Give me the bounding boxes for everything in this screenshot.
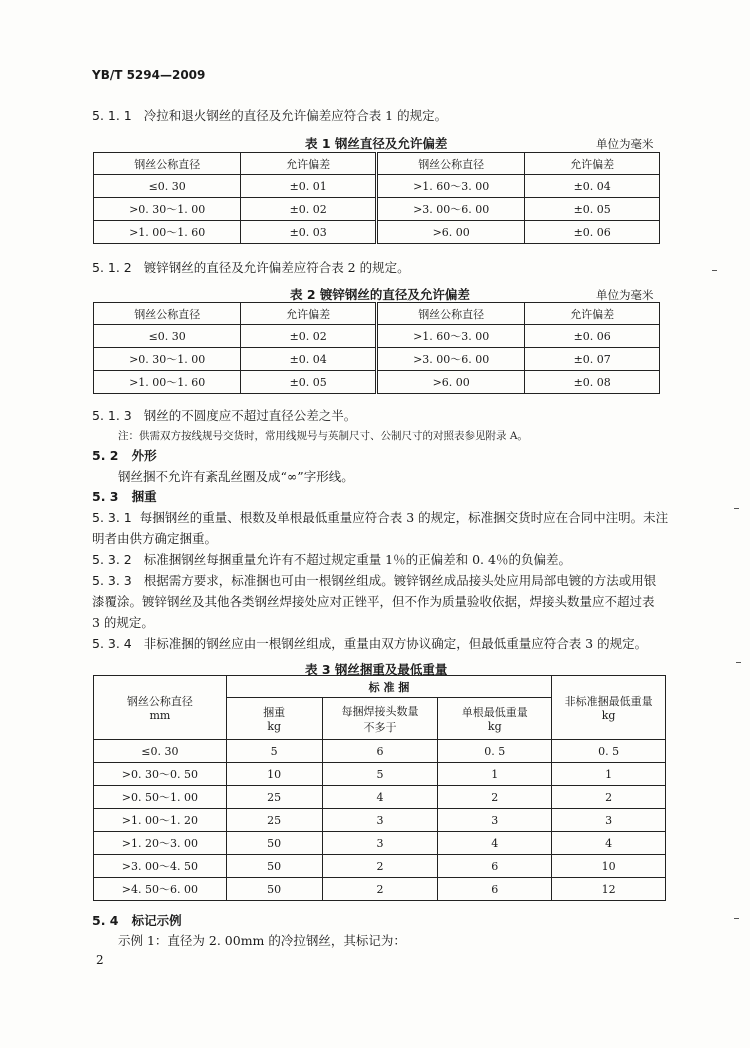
section-5-2 bbox=[92, 446, 157, 464]
table-cell: 4 bbox=[322, 786, 438, 809]
section-text: 钢丝的不圆度应不超过直径公差之半。 bbox=[143, 408, 357, 423]
section-number: 5. 1. 2 bbox=[92, 260, 132, 275]
table-2 bbox=[93, 302, 660, 394]
table-cell: >1. 60～3. 00 bbox=[376, 325, 524, 348]
column-header: 允许偏差 bbox=[241, 153, 377, 175]
section-title: 捆重 bbox=[131, 489, 157, 504]
section-text: 每捆钢丝的重量、根数及单根最低重量应符合表 3 的规定，标准捆交货时应在合同中注明。未注 bbox=[139, 510, 669, 525]
header-text: 捆重 bbox=[263, 706, 286, 719]
table-cell: >1. 00～1. 60 bbox=[94, 221, 241, 244]
table-cell: >1. 20～3. 00 bbox=[94, 832, 227, 855]
table-cell: >3. 00～6. 00 bbox=[376, 198, 524, 221]
table-row bbox=[94, 832, 666, 855]
table-cell: ±0. 07 bbox=[525, 348, 660, 371]
section-5-1-1 bbox=[92, 106, 447, 124]
header-text: 单根最低重量 bbox=[461, 706, 528, 719]
table-row bbox=[94, 325, 660, 348]
table-cell: 50 bbox=[226, 855, 322, 878]
section-5-1-3 bbox=[92, 406, 356, 424]
table-header-row bbox=[94, 303, 660, 325]
table-cell: 1 bbox=[438, 763, 552, 786]
table-row bbox=[94, 809, 666, 832]
section-title: 外形 bbox=[131, 448, 157, 463]
table-cell: >4. 50～6. 00 bbox=[94, 878, 227, 901]
standard-header: YB/T 5294—2009 bbox=[92, 68, 206, 82]
example-1: 示例 1：直径为 2. 00mm 的冷拉钢丝，其标记为： bbox=[118, 933, 406, 948]
table-1-unit: 单位为毫米 bbox=[596, 137, 654, 151]
column-header: 钢丝公称直径 bbox=[376, 153, 524, 175]
table-cell: 5 bbox=[226, 740, 322, 763]
table-cell: 3 bbox=[322, 809, 438, 832]
column-header: 钢丝公称直径 bbox=[94, 303, 241, 325]
table-row bbox=[94, 348, 660, 371]
section-number: 5. 2 bbox=[92, 448, 119, 463]
table-cell: 50 bbox=[226, 832, 322, 855]
table-cell: >0. 30～1. 00 bbox=[94, 348, 241, 371]
table-cell: >0. 30～0. 50 bbox=[94, 763, 227, 786]
table-row bbox=[94, 878, 666, 901]
table-cell: >0. 30～1. 00 bbox=[94, 198, 241, 221]
table-row bbox=[94, 198, 660, 221]
table-cell: 2 bbox=[322, 878, 438, 901]
table-2-caption: 表 2 镀锌钢丝的直径及允许偏差 bbox=[290, 287, 470, 302]
table-cell: ±0. 04 bbox=[241, 348, 377, 371]
table-cell: ±0. 08 bbox=[525, 371, 660, 394]
section-number: 5. 4 bbox=[92, 913, 119, 928]
table-row bbox=[94, 221, 660, 244]
note: 注：供需双方按线规号交货时，常用线规号与英制尺寸、公制尺寸的对照表参见附录 A。 bbox=[118, 430, 528, 442]
section-5-2-text: 钢丝捆不允许有紊乱丝圈及成“∞”字形线。 bbox=[118, 469, 354, 484]
table-cell: 2 bbox=[322, 855, 438, 878]
header-weight bbox=[226, 698, 322, 740]
table-cell: 10 bbox=[552, 855, 666, 878]
table-row bbox=[94, 855, 666, 878]
table-cell: 0. 5 bbox=[438, 740, 552, 763]
table-cell: 4 bbox=[552, 832, 666, 855]
table-cell: >1. 00～1. 20 bbox=[94, 809, 227, 832]
table-cell: ≤0. 30 bbox=[94, 175, 241, 198]
scan-mark bbox=[734, 508, 739, 509]
table-cell: 6 bbox=[438, 878, 552, 901]
table-cell: ±0. 06 bbox=[525, 325, 660, 348]
column-header: 钢丝公称直径 bbox=[94, 153, 241, 175]
header-text: 不多于 bbox=[363, 720, 397, 734]
scan-mark bbox=[736, 662, 741, 663]
section-5-3-2 bbox=[92, 550, 571, 568]
section-number: 5. 3. 2 bbox=[92, 552, 132, 567]
table-cell: 6 bbox=[438, 855, 552, 878]
header-text: 每捆焊接头数量 bbox=[341, 704, 419, 718]
table-row bbox=[94, 786, 666, 809]
table-cell: >1. 60～3. 00 bbox=[376, 175, 524, 198]
section-5-3-1-cont: 明者由供方确定捆重。 bbox=[92, 531, 218, 546]
header-joints bbox=[322, 698, 438, 740]
section-number: 5. 3. 4 bbox=[92, 636, 132, 651]
section-number: 5. 3 bbox=[92, 489, 119, 504]
header-min-weight bbox=[438, 698, 552, 740]
section-5-3-4 bbox=[92, 634, 647, 652]
section-5-3-3 bbox=[92, 571, 656, 589]
table-cell: ±0. 01 bbox=[241, 175, 377, 198]
section-5-3-1 bbox=[92, 508, 668, 526]
header-text: 钢丝公称直径 bbox=[126, 695, 193, 708]
table-cell: >3. 00～6. 00 bbox=[376, 348, 524, 371]
table-cell: 50 bbox=[226, 878, 322, 901]
table-cell: ±0. 05 bbox=[525, 198, 660, 221]
table-cell: 25 bbox=[226, 786, 322, 809]
section-number: 5. 3. 3 bbox=[92, 573, 132, 588]
table-cell: 3 bbox=[438, 809, 552, 832]
column-header: 允许偏差 bbox=[525, 303, 660, 325]
table-cell: 4 bbox=[438, 832, 552, 855]
table-cell: >1. 00～1. 60 bbox=[94, 371, 241, 394]
table-row bbox=[94, 371, 660, 394]
header-unit: kg bbox=[601, 709, 616, 722]
section-5-1-2 bbox=[92, 258, 410, 276]
table-cell: ≤0. 30 bbox=[94, 325, 241, 348]
table-cell: 2 bbox=[438, 786, 552, 809]
table-cell: 6 bbox=[322, 740, 438, 763]
table-header-row bbox=[94, 153, 660, 175]
table-row bbox=[94, 175, 660, 198]
column-header: 钢丝公称直径 bbox=[376, 303, 524, 325]
section-number: 5. 3. 1 bbox=[92, 510, 132, 525]
table-cell: 3 bbox=[552, 809, 666, 832]
table-cell: 2 bbox=[552, 786, 666, 809]
table-cell: ±0. 02 bbox=[241, 325, 377, 348]
table-1-caption: 表 1 钢丝直径及允许偏差 bbox=[305, 136, 448, 151]
table-2-unit: 单位为毫米 bbox=[596, 288, 654, 302]
table-cell: ±0. 04 bbox=[525, 175, 660, 198]
table-cell: ±0. 02 bbox=[241, 198, 377, 221]
scan-mark bbox=[712, 270, 717, 271]
header-unit: mm bbox=[149, 709, 171, 722]
table-cell: >0. 50～1. 00 bbox=[94, 786, 227, 809]
section-number: 5. 1. 1 bbox=[92, 108, 132, 123]
page-number: 2 bbox=[96, 953, 104, 967]
table-cell: ±0. 05 bbox=[241, 371, 377, 394]
table-cell: 12 bbox=[552, 878, 666, 901]
table-row bbox=[94, 740, 666, 763]
table-1 bbox=[93, 152, 660, 244]
table-cell: ≤0. 30 bbox=[94, 740, 227, 763]
scan-mark bbox=[734, 918, 739, 919]
table-cell: >3. 00～4. 50 bbox=[94, 855, 227, 878]
table-cell: ±0. 03 bbox=[241, 221, 377, 244]
section-5-3-3-cont1: 漆覆涂。镀锌钢丝及其他各类钢丝焊接处应对正锉平，但不作为质量验收依据，焊接头数量应不超过表 bbox=[92, 594, 655, 609]
table-3 bbox=[93, 675, 666, 901]
table-cell: 0. 5 bbox=[552, 740, 666, 763]
section-number: 5. 1. 3 bbox=[92, 408, 132, 423]
section-5-3-3-cont2: 3 的规定。 bbox=[92, 615, 154, 630]
table-cell: 3 bbox=[322, 832, 438, 855]
column-header: 允许偏差 bbox=[241, 303, 377, 325]
section-text: 标准捆钢丝每捆重量允许有不超过规定重量 1％的正偏差和 0. 4％的负偏差。 bbox=[143, 552, 571, 567]
header-standard-bundle: 标 准 捆 bbox=[226, 676, 551, 698]
table-cell: 1 bbox=[552, 763, 666, 786]
section-text: 根据需方要求，标准捆也可由一根钢丝组成。镀锌钢丝成品接头处应用局部电镀的方法或用银 bbox=[143, 573, 657, 588]
section-text: 冷拉和退火钢丝的直径及允许偏差应符合表 1 的规定。 bbox=[143, 108, 448, 123]
header-unit: kg bbox=[267, 720, 282, 733]
section-5-3 bbox=[92, 487, 157, 505]
header-diameter bbox=[94, 676, 227, 740]
table-3-caption: 表 3 钢丝捆重及最低重量 bbox=[305, 662, 448, 677]
section-title: 标记示例 bbox=[131, 913, 182, 928]
table-cell: >6. 00 bbox=[376, 371, 524, 394]
table-cell: 5 bbox=[322, 763, 438, 786]
section-text: 非标准捆的钢丝应由一根钢丝组成，重量由双方协议确定，但最低重量应符合表 3 的规定。 bbox=[143, 636, 648, 651]
header-unit: kg bbox=[487, 720, 502, 733]
table-cell: ±0. 06 bbox=[525, 221, 660, 244]
header-nonstandard bbox=[552, 676, 666, 740]
table-cell: 25 bbox=[226, 809, 322, 832]
section-5-4 bbox=[92, 911, 182, 929]
table-cell: >6. 00 bbox=[376, 221, 524, 244]
table-cell: 10 bbox=[226, 763, 322, 786]
table-row bbox=[94, 763, 666, 786]
section-text: 镀锌钢丝的直径及允许偏差应符合表 2 的规定。 bbox=[143, 260, 410, 275]
header-text: 非标准捆最低重量 bbox=[564, 695, 653, 708]
column-header: 允许偏差 bbox=[525, 153, 660, 175]
